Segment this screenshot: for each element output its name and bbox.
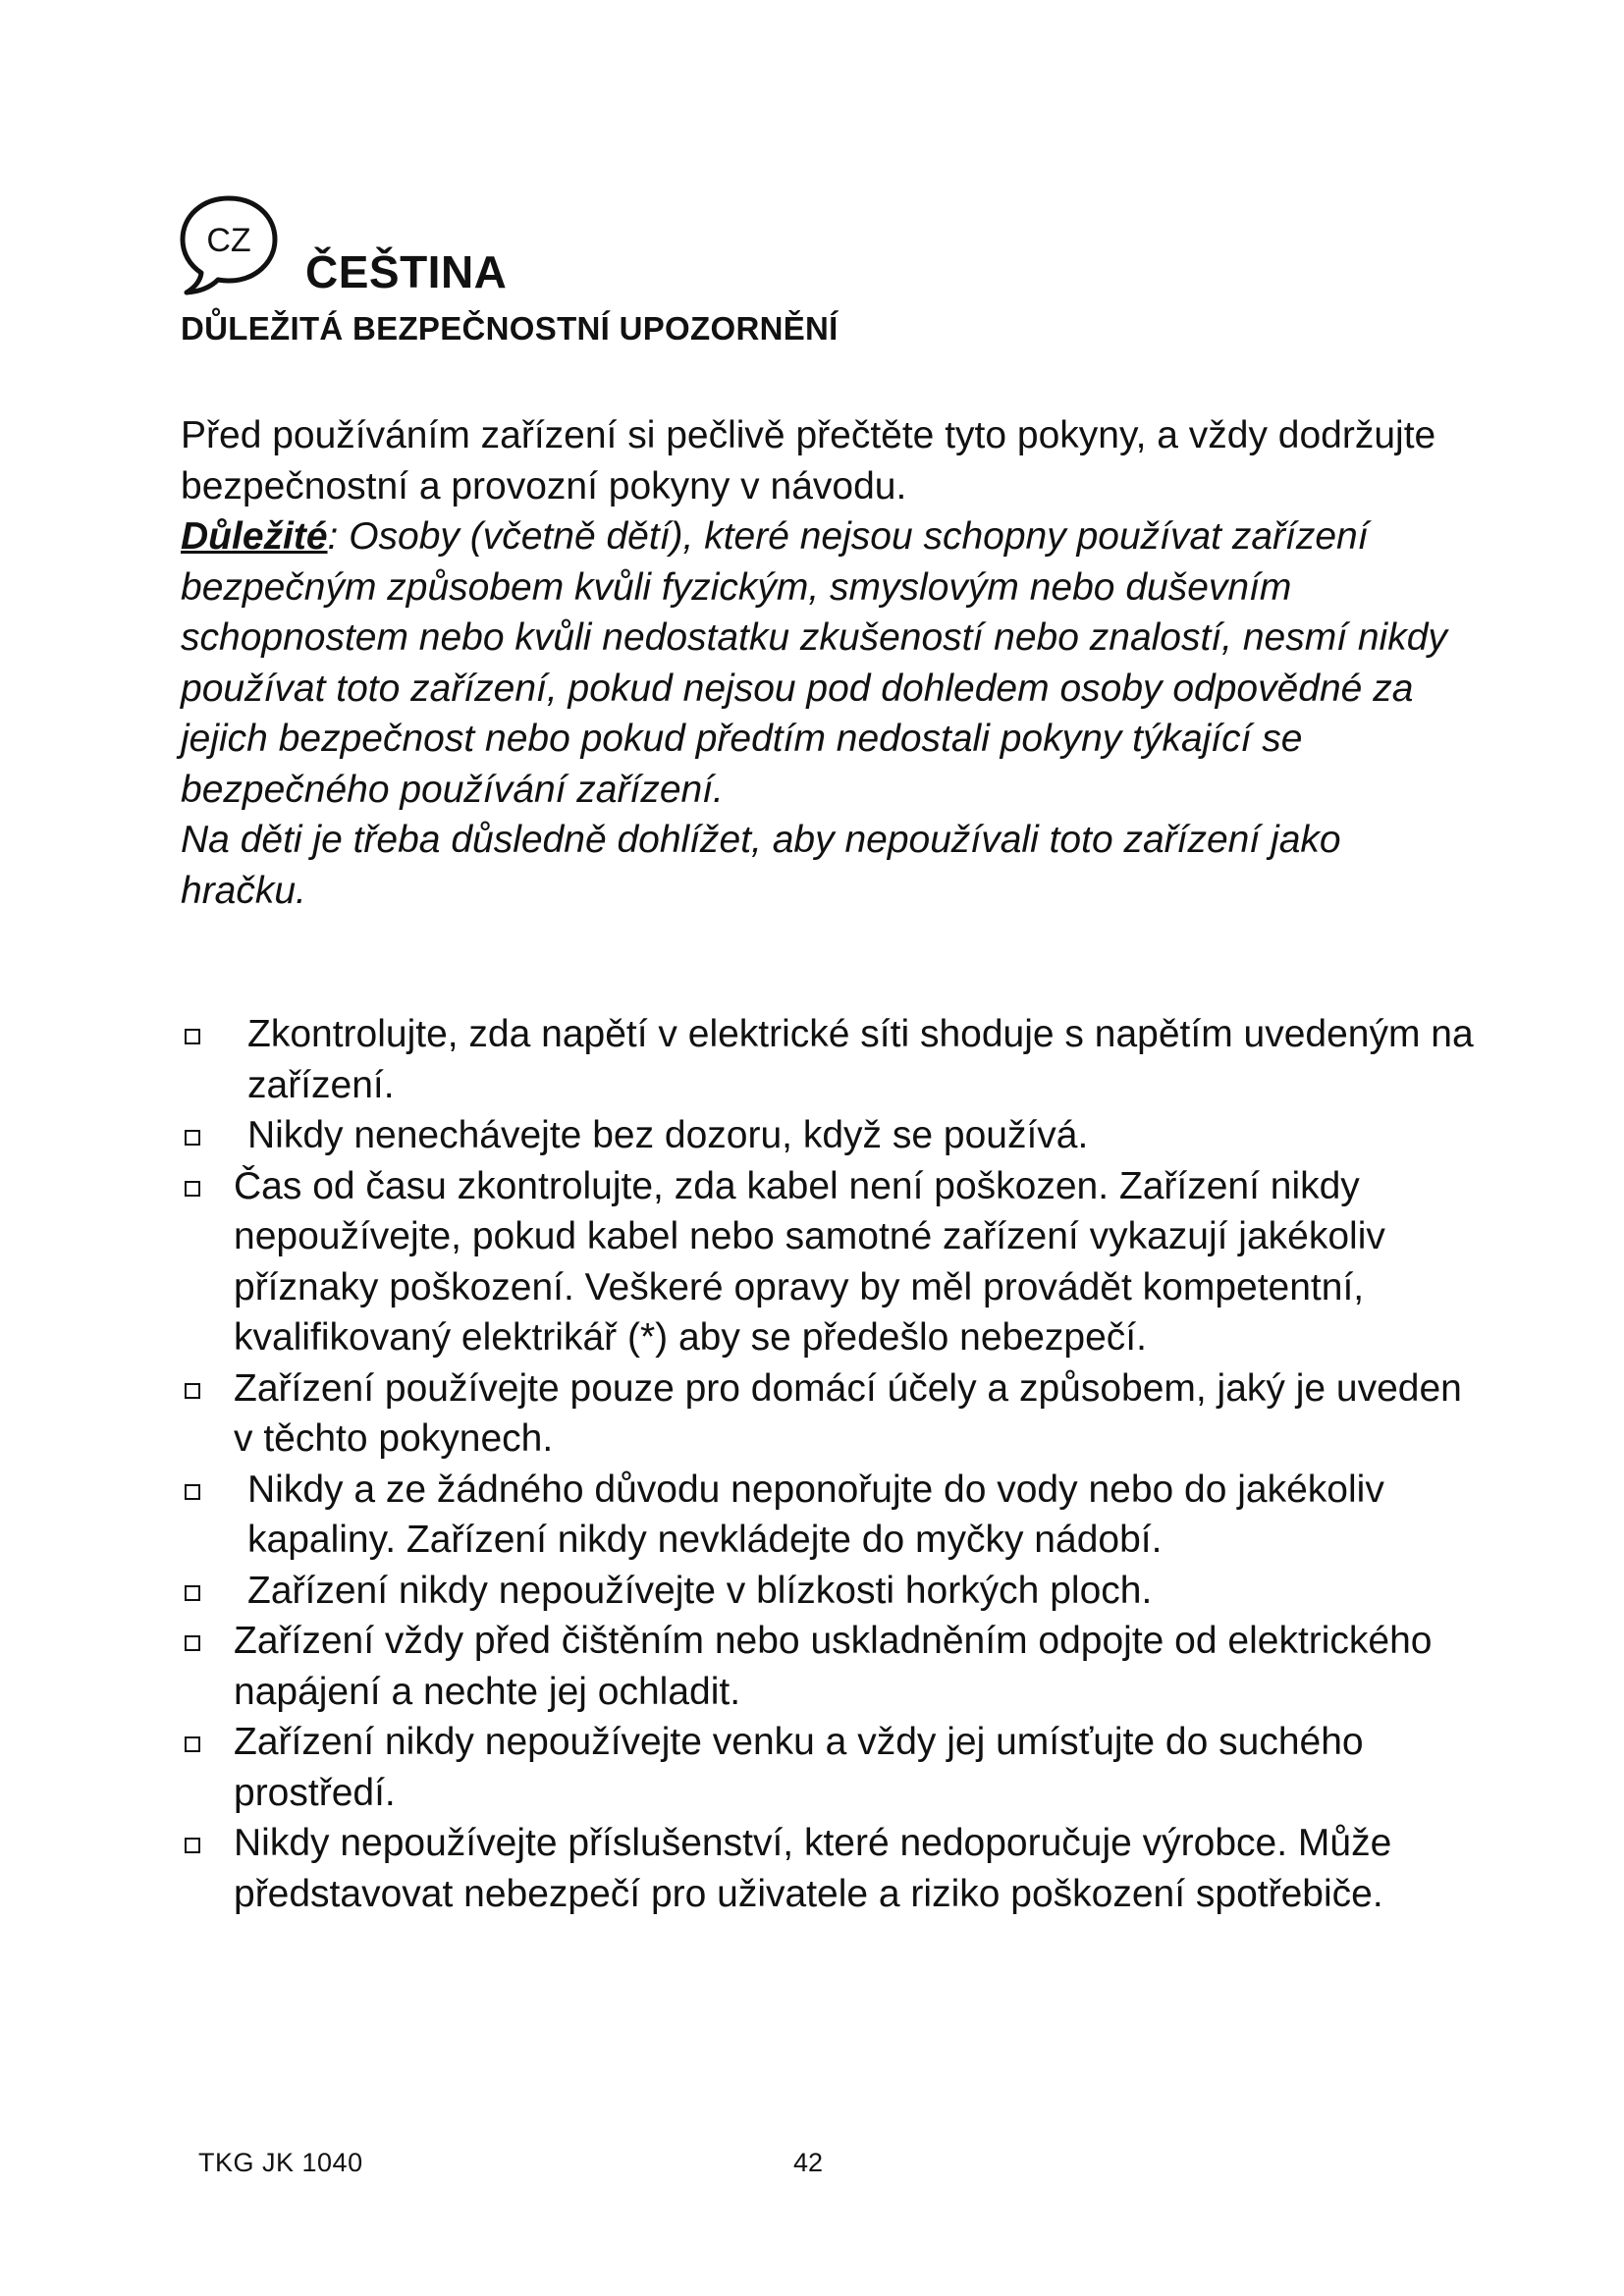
checkbox-bullet-icon — [185, 1130, 200, 1146]
list-item-text: Nikdy nepoužívejte příslušenství, které nedoporučuje výrobce. Může představovat nebezpečí pro uživatele a riziko poškození spotřebiče. — [234, 1822, 1392, 1915]
list-item-text: Zkontrolujte, zda napětí v elektrické síti shoduje s napětím uvedeným na zařízení. — [247, 1013, 1474, 1106]
list-item-text: Zařízení používejte pouze pro domácí účely a způsobem, jaký je uveden v těchto pokynech. — [234, 1366, 1462, 1460]
list-item-text: Nikdy nenechávejte bez dozoru, když se používá. — [247, 1114, 1089, 1156]
checkbox-bullet-icon — [185, 1635, 200, 1651]
safety-list — [181, 1009, 1487, 1919]
list-item — [181, 1110, 1487, 1161]
list-item — [181, 1465, 1487, 1566]
language-header — [175, 192, 862, 302]
list-item — [181, 1009, 1487, 1110]
checkbox-bullet-icon — [185, 1181, 200, 1197]
badge-text: CZ — [206, 222, 251, 259]
speech-bubble-icon — [175, 192, 283, 298]
intro-text — [181, 410, 1477, 916]
list-item-text: Zařízení nikdy nepoužívejte venku a vždy jej umísťujte do suchého prostředí. — [234, 1721, 1364, 1814]
important-notice — [181, 511, 1477, 815]
checkbox-bullet-icon — [185, 1736, 200, 1752]
list-item — [181, 1363, 1487, 1465]
checkbox-bullet-icon — [185, 1484, 200, 1500]
children-notice: Na děti je třeba důsledně dohlížet, aby nepoužívali toto zařízení jako hračku. — [181, 819, 1341, 912]
checkbox-bullet-icon — [185, 1585, 200, 1601]
list-item — [181, 1161, 1487, 1363]
list-item — [181, 1818, 1487, 1919]
important-text: : Osoby (včetně dětí), které nejsou schopny používat zařízení bezpečným způsobem kvůli fyzickým, smyslovým nebo duševním schopnostem nebo kvůli nedostatku zkušeností nebo znalostí, nesmí nikdy používat toto zařízení, pokud nejsou pod dohledem osoby odpovědné za jejich bezpečnost nebo pokud předtím nedostali pokyny týkající se bezpečného používání zařízení. — [181, 515, 1447, 811]
checkbox-bullet-icon — [185, 1029, 200, 1044]
footer-model: TKG JK 1040 — [198, 2148, 363, 2177]
checkbox-bullet-icon — [185, 1838, 200, 1853]
list-item — [181, 1717, 1487, 1818]
important-label: Důležité — [181, 515, 328, 558]
list-item-text: Zařízení nikdy nepoužívejte v blízkosti horkých ploch. — [247, 1569, 1153, 1612]
list-item — [181, 1566, 1487, 1617]
list-item — [181, 1616, 1487, 1717]
checkbox-bullet-icon — [185, 1383, 200, 1399]
page-number: 42 — [793, 2148, 824, 2177]
intro-paragraph: Před používáním zařízení si pečlivě přečtěte tyto pokyny, a vždy dodržujte bezpečnostní a provozní pokyny v návodu. — [181, 414, 1436, 507]
list-item-text: Čas od času zkontrolujte, zda kabel není poškozen. Zařízení nikdy nepoužívejte, pokud kabel nebo samotné zařízení vykazují jakékoliv příznaky poškození. Veškeré opravy by měl provádět kompetentní, kvalifikovaný elektrikář (*) aby se předešlo nebezpečí. — [234, 1164, 1385, 1359]
list-item-text: Nikdy a ze žádného důvodu neponořujte do vody nebo do jakékoliv kapaliny. Zařízení nikdy nevkládejte do myčky nádobí. — [247, 1468, 1384, 1561]
section-title: DŮLEŽITÁ BEZPEČNOSTNÍ UPOZORNĚNÍ — [181, 310, 839, 347]
language-title: ČEŠTINA — [305, 246, 508, 297]
list-item-text: Zařízení vždy před čištěním nebo uskladněním odpojte od elektrického napájení a nechte jej ochladit. — [234, 1620, 1433, 1713]
